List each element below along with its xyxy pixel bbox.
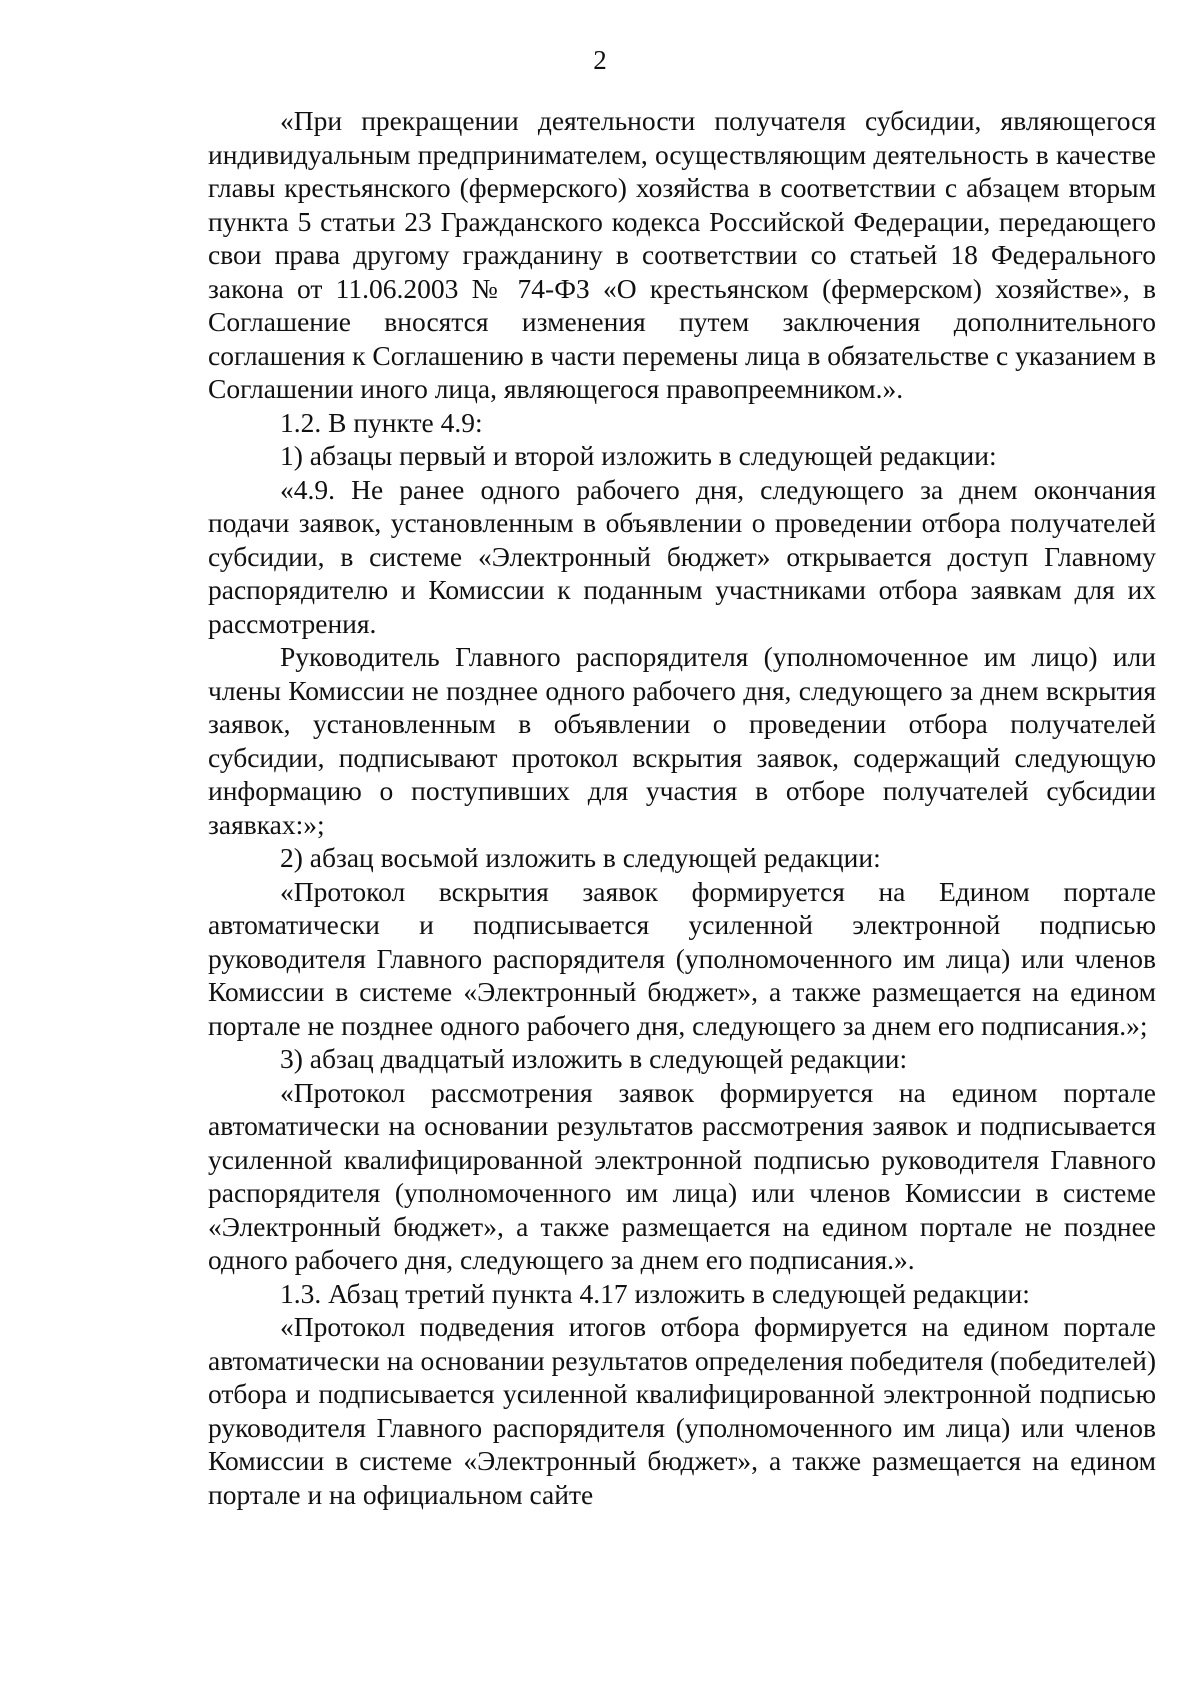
paragraph-5: Руководитель Главного распорядителя (уполномоченное им лицо) или члены Комиссии не позднее одного рабочего дня, следующего за днем вскрытия заявок, установленным в объявлении о проведении отбора получателей субсидии, подписывают протокол вскрытия заявок, содержащий следующую информацию о поступивших для участия в отборе получателей субсидии заявках:»; bbox=[208, 641, 1156, 840]
paragraph-11: «Протокол подведения итогов отбора формируется на едином портале автоматически на основании результатов определения победителя (победителей) отбора и подписывается усиленной квалифицированной электронной подписью руководителя Главного распорядителя (уполномоченного им лица) или членов Комиссии в системе «Электронный бюджет», а также размещается на едином портале и на официальном сайте bbox=[208, 1311, 1157, 1510]
document-body bbox=[208, 104, 1156, 1511]
paragraph-8: 3) абзац двадцатый изложить в следующей редакции: bbox=[280, 1043, 908, 1074]
paragraph-9: «Протокол рассмотрения заявок формируется на едином портале автоматически на основании результатов рассмотрения заявок и подписывается усиленной квалифицированной электронной подписью руководителя Главного распорядителя (уполномоченного им лица) или членов Комиссии в системе «Электронный бюджет», а также размещается на едином портале не позднее одного рабочего дня, следующего за днем его подписания.». bbox=[208, 1076, 1156, 1275]
paragraph-3: 1) абзацы первый и второй изложить в следующей редакции: bbox=[280, 440, 997, 471]
page-number: 2 bbox=[593, 45, 607, 75]
paragraph-4: «4.9. Не ранее одного рабочего дня, следующего за днем окончания подачи заявок, установленным в объявлении о проведении отбора получателей субсидии, в системе «Электронный бюджет» открывается доступ Главному распорядителю и Комиссии к поданным участниками отбора заявкам для их рассмотрения. bbox=[208, 473, 1156, 639]
paragraph-10: 1.3. Абзац третий пункта 4.17 изложить в следующей редакции: bbox=[280, 1277, 1030, 1309]
paragraph-7: «Протокол вскрытия заявок формируется на Едином портале автоматически и подписывается усиленной электронной подписью руководителя Главного распорядителя (уполномоченного им лица) или членов Комиссии в системе «Электронный бюджет», а также размещается на едином портале не позднее одного рабочего дня, следующего за днем его подписания.»; bbox=[208, 875, 1156, 1041]
paragraph-2: 1.2. В пункте 4.9: bbox=[280, 406, 483, 438]
paragraph-1: «При прекращении деятельности получателя субсидии, являющегося индивидуальным предпринимателем, осуществляющим деятельность в качестве главы крестьянского (фермерского) хозяйства в соответствии с абзацем вторым пункта 5 статьи 23 Гражданского кодекса Российской Федерации, передающего свои права другому гражданину в соответствии со статьей 18 Федерального закона от 11.06.2003 № 74-ФЗ «О крестьянском (фермерском) хозяйстве», в Соглашение вносятся изменения путем заключения дополнительного соглашения к Соглашению в части перемены лица в обязательстве с указанием в Соглашении иного лица, являющегося правопреемником.». bbox=[208, 105, 1156, 404]
paragraph-6: 2) абзац восьмой изложить в следующей редакции: bbox=[280, 842, 881, 873]
